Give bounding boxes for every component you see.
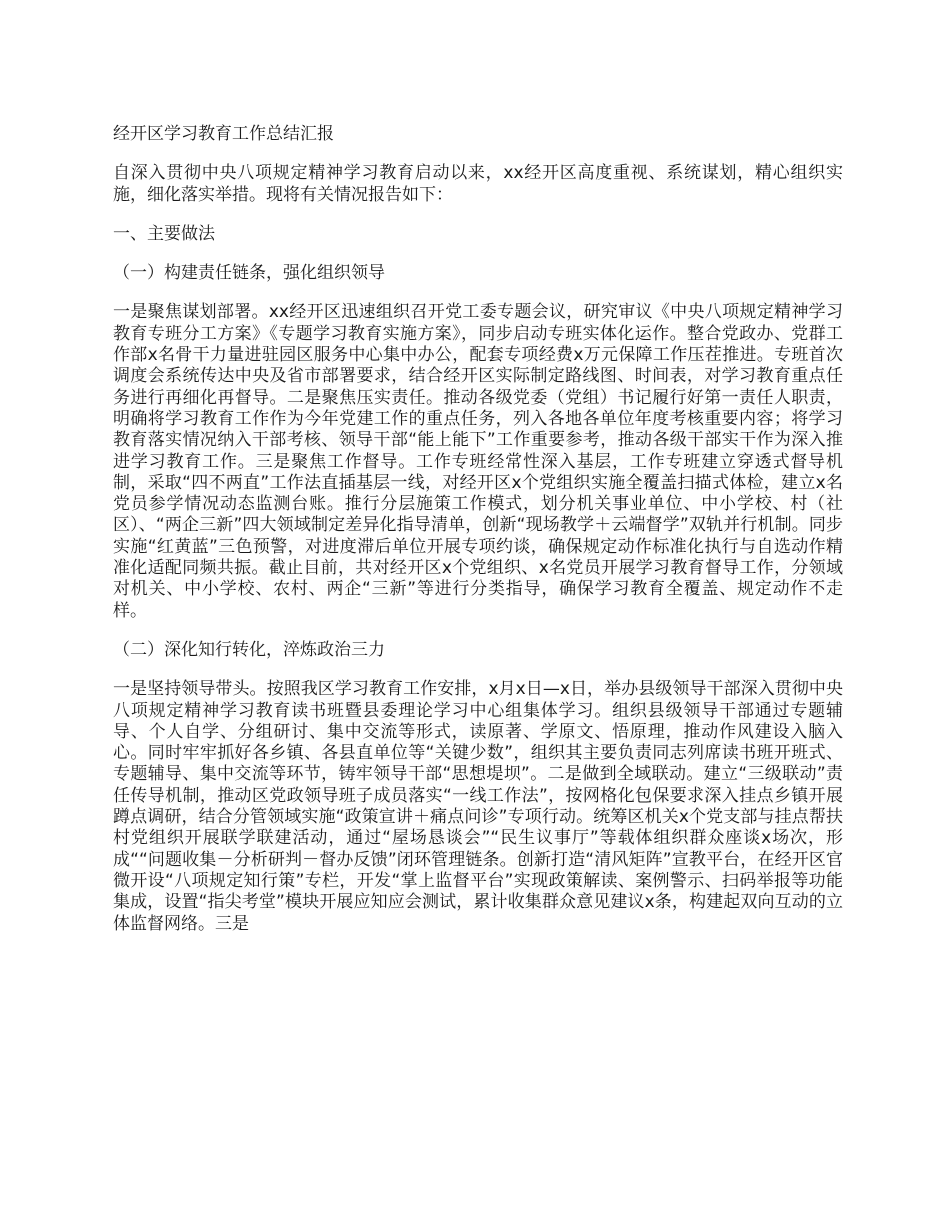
subsection-heading-knowledge-action: （二）深化知行转化，淬炼政治三力 — [113, 639, 385, 660]
subsection-body-knowledge-action: 一是坚持领导带头。按照我区学习教育工作安排，x月x日—x日，举办县级领导干部深入贯彻中央八项规定精神学习教育读书班暨县委理论学习中心组集体学习。组织县级领导干部通过专题辅导、个人自学、分组研讨、集中交流等形式，读原著、学原文、悟原理，推动作风建设入脑入心。同时牢牢抓好各乡镇、各县直单位等“关键少数”，组织其主要负责同志列席读书班开班式、专题辅导、集中交流等环节，铸牢领导干部“思想堤坝”。二是做到全域联动。建立“三级联动”责任传导机制，推动区党政领导班子成员落实“一线工作法”，按网格化包保要求深入挂点乡镇开展蹲点调研，结合分管领域实施“政策宣讲＋痛点问诊”专项行动。统筹区机关x个党支部与挂点帮扶村党组织开展联学联建活动，通过“屋场恳谈会”“民生议事厅”等载体组织群众座谈x场次，形成““问题收集－分析研判－督办反馈”闭环管理链条。创新打造“清风矩阵”宣教平台，在经开区官微开设“八项规定知行策”专栏，开发“掌上监督平台”实现政策解读、案例警示、扫码举报等功能集成，设置“指尖考堂”模块开展应知应会测试，累计收集群众意见建议x条，构建起双向互动的立体监督网络。三是 — [113, 679, 843, 934]
subsection-heading-responsibility: （一）构建责任链条，强化组织领导 — [113, 263, 385, 284]
document-title: 经开区学习教育工作总结汇报 — [113, 124, 334, 144]
document-page — [113, 124, 843, 953]
intro-paragraph: 自深入贯彻中央八项规定精神学习教育启动以来，xx经开区高度重视、系统谋划，精心组织实施，细化落实举措。现将有关情况报告如下： — [113, 163, 843, 205]
subsection-body-responsibility: 一是聚焦谋划部署。xx经开区迅速组织召开党工委专题会议，研究审议《中央八项规定精神学习教育专班分工方案》《专题学习教育实施方案》，同步启动专班实体化运作。整合党政办、党群工作部x名骨干力量进驻园区服务中心集中办公，配套专项经费x万元保障工作压茬推进。专班首次调度会系统传达中央及省市部署要求，结合经开区实际制定路线图、时间表，对学习教育重点任务进行再细化再督导。二是聚焦压实责任。推动各级党委（党组）书记履行好第一责任人职责，明确将学习教育工作作为今年党建工作的重点任务，列入各地各单位年度考核重要内容；将学习教育落实情况纳入干部考核、领导干部“能上能下”工作重要参考，推动各级干部实干作为深入推进学习教育工作。三是聚焦工作督导。工作专班经常性深入基层，工作专班建立穿透式督导机制，采取“四不两直”工作法直插基层一线，对经开区x个党组织实施全覆盖扫描式体检，建立x名党员参学情况动态监测台账。推行分层施策工作模式，划分机关事业单位、中小学校、村（社区）、“两企三新”四大领域制定差异化指导清单，创新“现场教学＋云端督学”双轨并行机制。同步实施“红黄蓝”三色预警，对进度滞后单位开展专项约谈，确保规定动作标准化执行与自选动作精准化适配同频共振。截止目前，共对经开区x个党组织、x名党员开展学习教育督导工作，分领域对机关、中小学校、农村、两企“三新”等进行分类指导，确保学习教育全覆盖、规定动作不走样。 — [113, 302, 843, 621]
section-heading-main-practices: 一、主要做法 — [113, 223, 215, 244]
